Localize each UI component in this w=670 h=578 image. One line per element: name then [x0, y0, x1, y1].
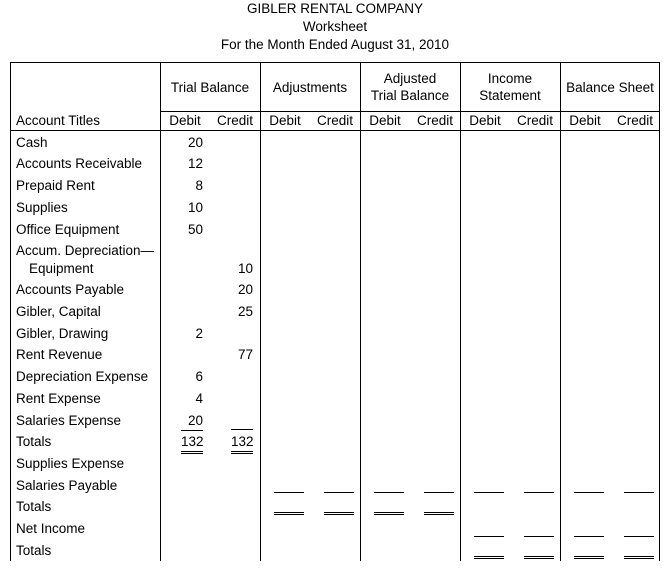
- credit-header: Credit: [316, 113, 353, 128]
- blank-underline: [574, 536, 604, 537]
- debit-header: Debit: [469, 113, 501, 128]
- tb-debit-amount: 2: [195, 326, 203, 341]
- blank-double-underline: [474, 556, 504, 559]
- debit-header: Debit: [269, 113, 301, 128]
- account-label: Totals: [16, 499, 52, 514]
- tb-debit-amount: 12: [187, 156, 203, 171]
- blank-underline: [624, 536, 654, 537]
- account-label: Accounts Receivable: [16, 156, 143, 171]
- tb-debit-total: 132: [181, 433, 203, 454]
- tb-debit-amount: 20: [187, 135, 203, 150]
- account-titles-header: Account Titles: [16, 113, 101, 128]
- col-divider: [360, 62, 361, 561]
- account-label-continued: Equipment: [29, 261, 94, 276]
- account-label: Depreciation Expense: [16, 369, 149, 384]
- credit-header: Credit: [216, 113, 253, 128]
- blank-double-underline: [524, 556, 554, 559]
- account-label: Rent Revenue: [16, 347, 103, 362]
- group-adjusted-trial-balance-label: Adjusted Trial Balance: [370, 71, 450, 103]
- debit-header: Debit: [369, 113, 401, 128]
- credit-header: Credit: [516, 113, 553, 128]
- blank-underline: [624, 492, 654, 493]
- col-divider: [160, 62, 161, 561]
- blank-underline: [574, 492, 604, 493]
- account-label: Office Equipment: [16, 222, 120, 237]
- account-label: Accounts Payable: [16, 282, 125, 297]
- blank-double-underline: [624, 556, 654, 559]
- group-income-statement-label: Income Statement: [479, 71, 541, 103]
- account-label: Salaries Payable: [16, 478, 118, 493]
- group-adjustments: [260, 62, 360, 112]
- blank-underline: [424, 492, 454, 493]
- tb-debit-amount: 8: [195, 178, 203, 193]
- tb-credit-total: 132: [231, 433, 253, 454]
- account-label: Gibler, Drawing: [16, 326, 109, 341]
- company-name: GIBLER RENTAL COMPANY: [246, 1, 424, 16]
- blank-double-underline: [374, 512, 404, 515]
- period-title: For the Month Ended August 31, 2010: [220, 37, 450, 52]
- debit-header: Debit: [569, 113, 601, 128]
- tb-credit-amount: 10: [237, 261, 253, 276]
- account-label: Salaries Expense: [16, 413, 122, 428]
- debit-header: Debit: [169, 113, 201, 128]
- group-adjusted-trial-balance: [360, 62, 460, 112]
- worksheet-title: Worksheet: [302, 19, 368, 34]
- col-divider: [560, 62, 561, 561]
- blank-double-underline: [574, 556, 604, 559]
- blank-underline: [324, 492, 354, 493]
- account-label: Supplies Expense: [16, 456, 125, 471]
- group-trial-balance: [160, 62, 260, 112]
- tb-debit-amount: 6: [195, 369, 203, 384]
- group-income-statement: [460, 62, 560, 112]
- col-divider: [260, 62, 261, 561]
- blank-underline: [474, 536, 504, 537]
- account-label: Gibler, Capital: [16, 304, 101, 319]
- tb-debit-amount: 50: [187, 222, 203, 237]
- group-balance-sheet: [560, 62, 660, 112]
- account-label: Prepaid Rent: [16, 178, 95, 193]
- column-header-rule: [10, 130, 660, 131]
- tb-credit-amount: 20: [237, 282, 253, 297]
- account-label: Accum. Depreciation—: [16, 243, 155, 258]
- left-border: [10, 62, 11, 561]
- tb-credit-amount: 77: [237, 347, 253, 362]
- credit-header: Credit: [416, 113, 453, 128]
- account-label: Totals: [16, 543, 52, 558]
- group-balance-sheet-label: Balance Sheet: [566, 79, 654, 95]
- tb-credit-underline: [231, 429, 253, 430]
- blank-double-underline: [274, 512, 304, 515]
- blank-underline: [524, 536, 554, 537]
- account-label: Rent Expense: [16, 391, 101, 406]
- group-trial-balance-label: Trial Balance: [170, 79, 250, 95]
- blank-double-underline: [324, 512, 354, 515]
- blank-underline: [524, 492, 554, 493]
- tb-debit-amount: 20: [181, 412, 203, 431]
- right-border: [659, 62, 660, 561]
- blank-double-underline: [424, 512, 454, 515]
- blank-underline: [274, 492, 304, 493]
- group-adjustments-label: Adjustments: [272, 79, 348, 95]
- col-divider: [460, 62, 461, 561]
- account-label: Supplies: [16, 200, 68, 215]
- blank-underline: [474, 492, 504, 493]
- tb-debit-amount: 4: [195, 391, 203, 406]
- account-label: Cash: [16, 135, 48, 150]
- account-label: Totals: [16, 434, 52, 449]
- account-label: Net Income: [16, 521, 86, 536]
- tb-debit-amount: 10: [187, 200, 203, 215]
- credit-header: Credit: [616, 113, 653, 128]
- tb-credit-amount: 25: [237, 304, 253, 319]
- blank-underline: [374, 492, 404, 493]
